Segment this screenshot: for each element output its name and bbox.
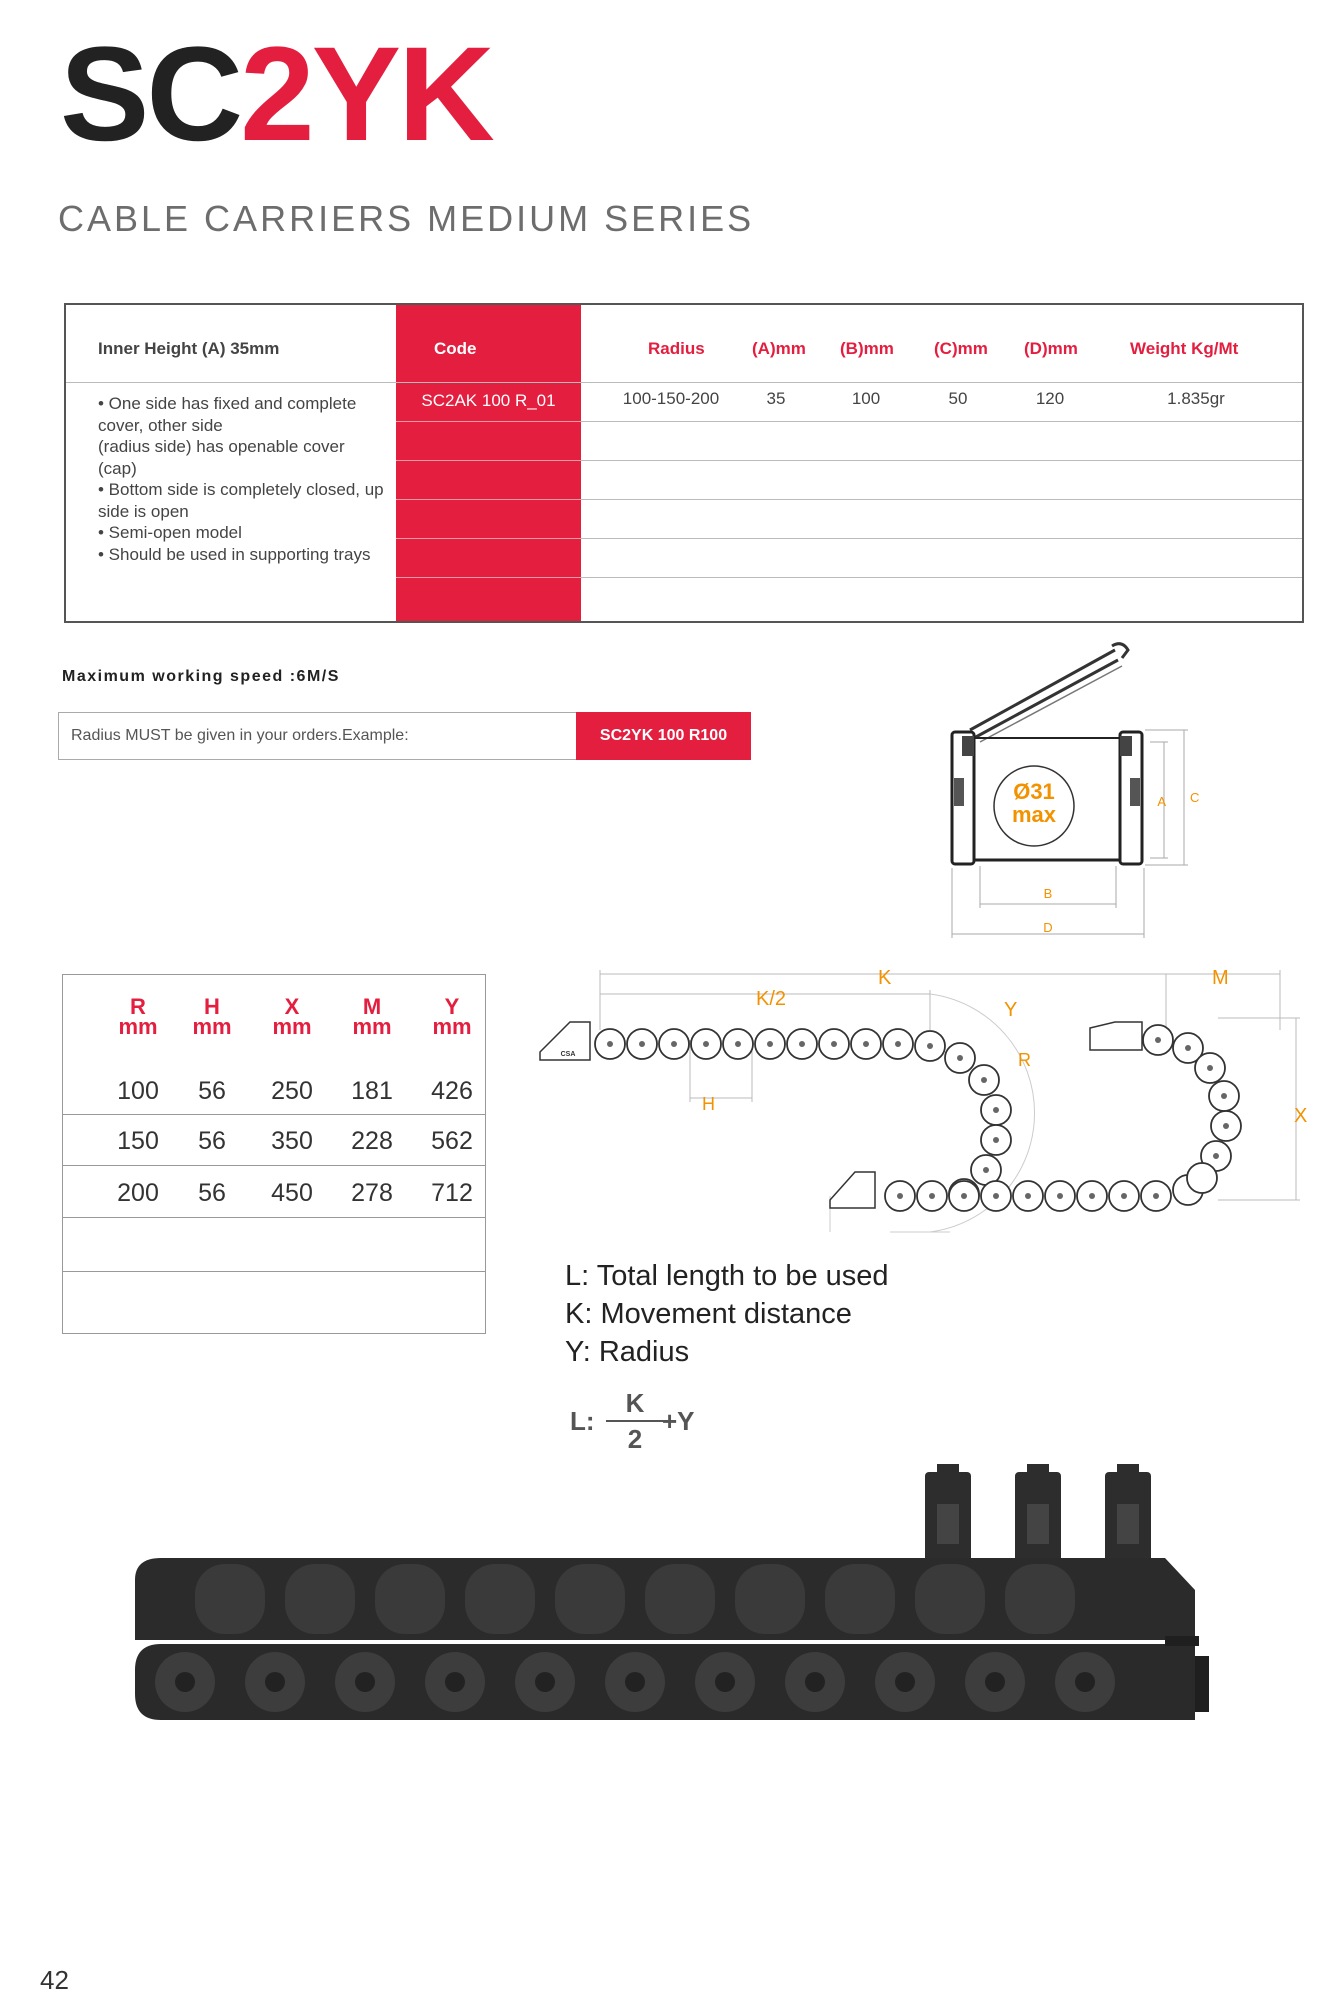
header-letter: M	[362, 994, 382, 1019]
feature-line: • One side has fixed and complete cover, other side	[98, 394, 357, 435]
spec-table	[64, 303, 1304, 623]
row-divider	[63, 1271, 485, 1272]
col-header-m	[337, 994, 407, 1039]
feature-line: • Should be used in supporting trays	[98, 544, 371, 564]
header-letter: R	[130, 994, 146, 1019]
page-number: 42	[40, 1965, 69, 1995]
radius-table	[62, 974, 486, 1334]
inner-height-label: Inner Height (A) 35mm	[98, 339, 280, 358]
title-suffix: 2YK	[240, 20, 492, 169]
cell-y: 426	[431, 1077, 473, 1105]
label-m: M	[1212, 967, 1229, 989]
chain-lower-run	[830, 1172, 1203, 1211]
legend-k: K: Movement distance	[565, 1298, 852, 1330]
label-x: X	[1294, 1105, 1308, 1127]
cell-r: 100	[117, 1077, 159, 1105]
header-unit: mm	[192, 1014, 232, 1039]
title-prefix: SC	[60, 20, 241, 169]
row-divider	[63, 1217, 485, 1218]
row-divider	[63, 1165, 485, 1166]
header-letter: H	[204, 994, 220, 1019]
cell-h: 56	[198, 1127, 226, 1155]
chain-links-upper	[135, 1558, 1195, 1640]
header-divider	[66, 382, 1302, 383]
cell-x: 450	[271, 1179, 313, 1207]
code-row-divider	[396, 538, 581, 539]
fraction-bar	[606, 1420, 664, 1422]
cell-h: 56	[198, 1179, 226, 1207]
cell-m: 228	[351, 1127, 393, 1155]
col-header-r	[103, 994, 173, 1039]
cell-h: 56	[198, 1077, 226, 1105]
weight-header: Weight Kg/Mt	[1130, 339, 1239, 358]
cell-x: 250	[271, 1077, 313, 1105]
b-header: (B)mm	[840, 339, 894, 358]
d-header: (D)mm	[1024, 339, 1078, 358]
chain-travel-diagram	[530, 960, 1320, 1250]
row-divider	[581, 421, 1302, 422]
feature-line: (radius side) has openable cover (cap)	[98, 437, 345, 478]
label-k-half: K/2	[756, 988, 787, 1010]
product-chain-image	[125, 1460, 1255, 1750]
row-divider	[581, 460, 1302, 461]
dim-label-d: D	[1043, 920, 1053, 935]
code-row-divider	[396, 460, 581, 461]
feature-line: • Semi-open model	[98, 523, 242, 542]
open-cover-icon	[970, 644, 1128, 742]
code-row-divider	[396, 421, 581, 422]
code-header: Code	[434, 339, 477, 358]
c-header: (C)mm	[934, 339, 988, 358]
formula-numerator: K	[625, 1388, 645, 1418]
header-unit: mm	[272, 1014, 312, 1039]
c-value: 50	[948, 389, 968, 408]
dimension-lines	[952, 730, 1188, 938]
cell-m: 181	[351, 1077, 393, 1105]
radius-header: Radius	[648, 339, 705, 358]
a-header: (A)mm	[752, 339, 806, 358]
code-value: SC2AK 100 R_01	[421, 391, 556, 410]
cell-r: 150	[117, 1127, 159, 1155]
cross-section-diagram	[940, 640, 1200, 945]
label-y: Y	[1004, 999, 1018, 1021]
legend-l: L: Total length to be used	[565, 1260, 889, 1292]
label-r: R	[1018, 1050, 1031, 1070]
code-row-divider	[396, 577, 581, 578]
chain-upper-run	[540, 1022, 945, 1061]
cell-y: 712	[431, 1179, 473, 1207]
weight-value: 1.835gr	[1167, 389, 1225, 408]
code-row-divider	[396, 499, 581, 500]
diameter-label: Ø31	[1013, 779, 1055, 804]
order-example-box	[58, 712, 750, 760]
dim-label-b: B	[1043, 886, 1053, 901]
feature-list	[98, 393, 388, 565]
formula-denominator: 2	[627, 1424, 643, 1454]
cell-r: 200	[117, 1179, 159, 1207]
cell-x: 350	[271, 1127, 313, 1155]
header-unit: mm	[352, 1014, 392, 1039]
dim-label-c: C	[1190, 790, 1200, 805]
legend-y: Y: Radius	[565, 1336, 690, 1368]
order-example-code: SC2YK 100 R100	[576, 712, 751, 760]
chain-links-lower	[135, 1644, 1195, 1720]
header-unit: mm	[432, 1014, 472, 1039]
d-value: 120	[1035, 389, 1065, 408]
header-letter: X	[284, 994, 300, 1019]
diameter-max-label: max	[1011, 802, 1057, 827]
order-example-text: Radius MUST be given in your orders.Example:	[71, 727, 409, 744]
col-header-h	[177, 994, 247, 1039]
max-speed: Maximum working speed :6M/S	[62, 668, 340, 685]
row-divider	[581, 577, 1302, 578]
col-header-x	[257, 994, 327, 1039]
row-divider	[63, 1114, 485, 1115]
row-divider	[581, 499, 1302, 500]
a-value: 35	[766, 389, 786, 408]
label-k: K	[878, 967, 892, 989]
cell-y: 562	[431, 1127, 473, 1155]
feature-line: • Bottom side is completely closed, up side is open	[98, 480, 384, 521]
chain-right-loop	[1090, 1022, 1241, 1193]
bracket-label: CSA	[560, 1051, 576, 1058]
row-divider	[581, 538, 1302, 539]
formula-suffix: +Y	[662, 1406, 695, 1436]
product-title	[60, 20, 492, 169]
formula-prefix: L:	[570, 1406, 595, 1436]
label-h: H	[702, 1094, 715, 1114]
header-unit: mm	[118, 1014, 158, 1039]
series-subtitle: CABLE CARRIERS MEDIUM SERIES	[58, 198, 755, 239]
header-letter: Y	[444, 994, 460, 1019]
col-header-y	[417, 994, 487, 1039]
cell-m: 278	[351, 1179, 393, 1207]
length-formula	[570, 1384, 710, 1454]
b-value: 100	[851, 389, 881, 408]
radius-value: 100-150-200	[622, 389, 720, 408]
dim-label-a: A	[1157, 794, 1166, 809]
code-column-band	[396, 305, 581, 621]
